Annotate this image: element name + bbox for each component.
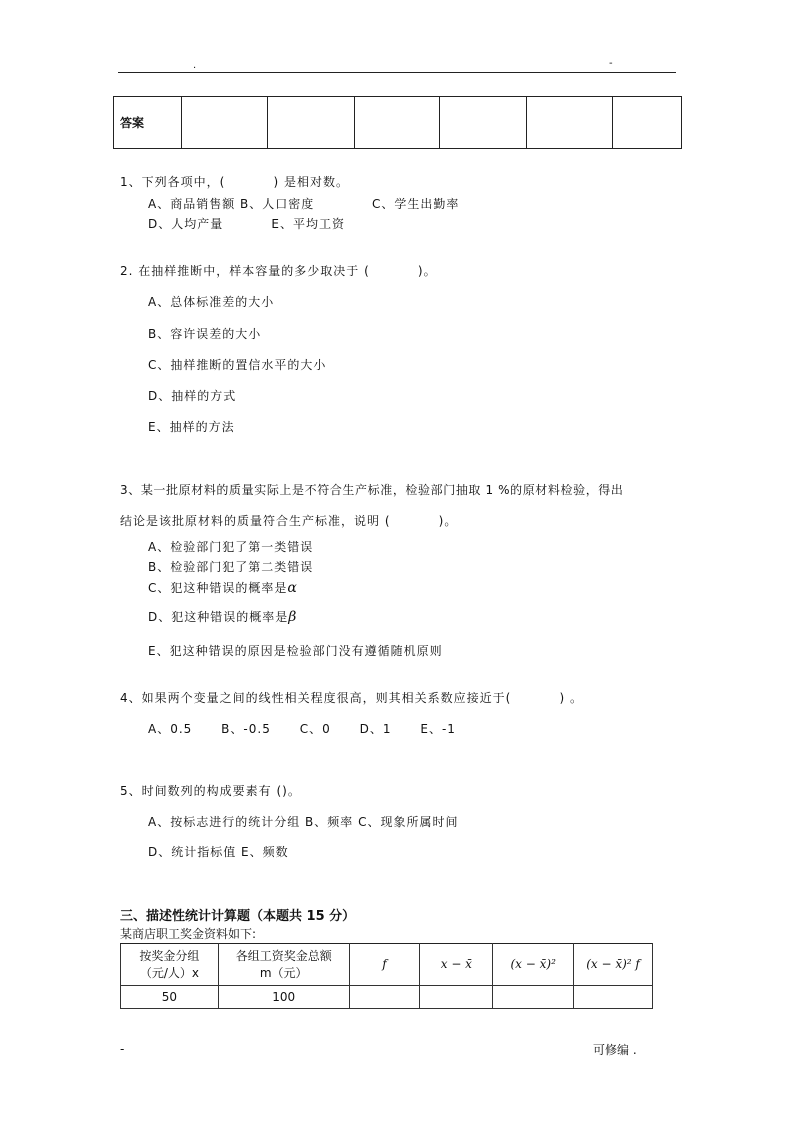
question-3-stem-line-1: 3、某一批原材料的质量实际上是不符合生产标准，检验部门抽取 1 %的原材料检验，得出	[120, 483, 624, 497]
answer-label: 答案	[114, 97, 182, 149]
cell-deviation[interactable]	[420, 986, 493, 1009]
answer-cell[interactable]	[440, 97, 527, 149]
header-left-mark: .	[193, 60, 197, 71]
answer-cell[interactable]	[527, 97, 613, 149]
answer-table	[113, 96, 682, 149]
question-2-option-b: B、容许误差的大小	[148, 327, 262, 341]
question-3-option-c-text: C、犯这种错误的概率是	[148, 581, 288, 595]
header-bonus-group	[121, 944, 219, 986]
cell-m: 100	[218, 986, 349, 1009]
question-4-stem: 4、如果两个变量之间的线性相关程度很高，则其相关系数应接近于( ) 。	[120, 691, 583, 705]
question-2-option-d: D、抽样的方式	[148, 389, 237, 403]
answer-cell[interactable]	[267, 97, 354, 149]
question-3-option-b: B、检验部门犯了第二类错误	[148, 560, 314, 574]
header-total-wage-line-2: m（元）	[259, 965, 308, 980]
question-5-options-line-2: D、统计指标值 E、频数	[148, 845, 289, 859]
question-2-option-e: E、抽样的方法	[148, 420, 235, 434]
answer-cell[interactable]	[354, 97, 440, 149]
cell-deviation-squared[interactable]	[493, 986, 574, 1009]
footer-editable-note: 可修编 .	[593, 1043, 637, 1057]
header-bonus-group-line-1: 按奖金分组	[139, 948, 200, 963]
question-2-option-a: A、总体标准差的大小	[148, 295, 275, 309]
cell-x: 50	[121, 986, 219, 1009]
header-right-mark: -	[609, 58, 613, 69]
header-deviation: x − x̄	[420, 944, 493, 986]
header-total-wage-line-1: 各组工资奖金总额	[235, 948, 332, 963]
answer-cell[interactable]	[181, 97, 267, 149]
alpha-symbol: α	[287, 580, 298, 596]
question-5-stem: 5、时间数列的构成要素有 ()。	[120, 784, 301, 798]
question-1-stem: 1、下列各项中，( ) 是相对数。	[120, 175, 349, 189]
answer-cell[interactable]	[613, 97, 682, 149]
question-1-options-line-1: A、商品销售额 B、人口密度 C、学生出勤率	[148, 197, 460, 211]
header-deviation-squared: (x − x̄)²	[493, 944, 574, 986]
footer-left-mark: -	[120, 1042, 125, 1056]
question-2-stem: 2. 在抽样推断中，样本容量的多少取决于 ( )。	[120, 264, 437, 278]
header-rule	[118, 72, 676, 73]
beta-symbol: β	[288, 609, 298, 625]
question-3-option-e: E、犯这种错误的原因是检验部门没有遵循随机原则	[148, 644, 443, 658]
question-2-option-c: C、抽样推断的置信水平的大小	[148, 358, 327, 372]
section-3-intro: 某商店职工奖金资料如下:	[120, 927, 257, 941]
table-header-row	[121, 944, 653, 986]
question-4-options: A、0.5 B、-0.5 C、0 D、1 E、-1	[148, 722, 456, 736]
question-3-option-c	[148, 579, 298, 596]
question-3-option-d	[148, 608, 297, 625]
question-1-options-line-2: D、人均产量 E、平均工资	[148, 217, 345, 231]
header-total-wage	[218, 944, 349, 986]
table-row	[121, 986, 653, 1009]
question-3-option-a: A、检验部门犯了第一类错误	[148, 540, 314, 554]
section-3-title: 三、描述性统计计算题（本题共 15 分）	[120, 909, 356, 924]
question-3-option-d-text: D、犯这种错误的概率是	[148, 610, 289, 624]
cell-f[interactable]	[349, 986, 420, 1009]
cell-deviation-squared-f[interactable]	[574, 986, 653, 1009]
question-5-options-line-1: A、按标志进行的统计分组 B、频率 C、现象所属时间	[148, 815, 459, 829]
header-bonus-group-line-2: （元/人）x	[139, 965, 199, 980]
question-3-stem-line-2: 结论是该批原材料的质量符合生产标准，说明 ( )。	[120, 514, 458, 528]
bonus-data-table	[120, 943, 653, 1009]
header-deviation-squared-f: (x − x̄)² f	[574, 944, 653, 986]
header-f: f	[349, 944, 420, 986]
